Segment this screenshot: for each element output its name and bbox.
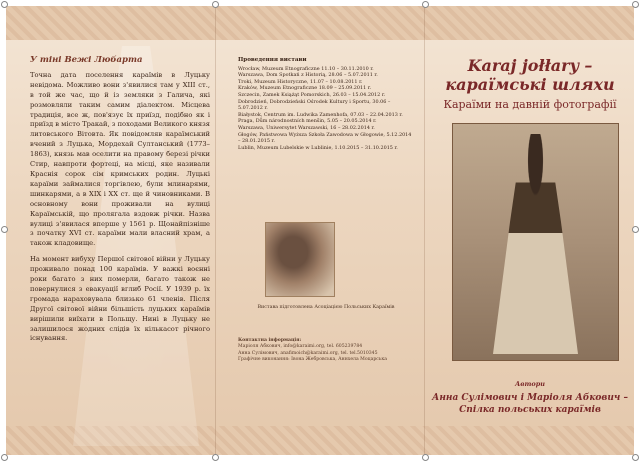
venue-item: Białystok, Centrum im. Ludwika Zamenhofa, 07.03 – 22.04.2013 r. [238, 111, 403, 118]
contact-heading: Контактна інформація: [238, 338, 302, 343]
history-heading: У тіні Вежі Любарта [30, 55, 143, 65]
venue-item: Praga, Dům národnostních menšin, 5.05 – 20.05.2014 r. [238, 118, 377, 125]
registration-mark-icon [1, 1, 8, 8]
contact-block [238, 338, 414, 363]
contact-line: Анна Сулімович, anafimoich@karaimi.org, tel. tel.5010345 [238, 350, 378, 356]
cover-portrait-photo [452, 123, 619, 361]
registration-mark-icon [212, 454, 219, 461]
cover-title-line-2: караїмські шляхи [445, 75, 615, 94]
venue-item: Szczecin, Zamek Książąt Pomorskich, 26.03 – 15.04.2012 r. [238, 91, 386, 98]
history-paragraph-1: Точна дата поселення караїмів в Луцьку невідома. Можливо вони з'явилися там у XIII ст., в той же час, що й із земляки з Галича, які розмовляли таким самим діалектом. Місцева традиція, все ж, пов'язує їх приїзд, подібно як і приїзд в місто Тракай, з походами Великого князя литовського Вітовта. Як повідомляв караїмський вчений з Луцька, Мордехай Султанський (1773–1863), князь мав оселити на правому березі річки Стир, навпроти фортеці, на місці, яке називали Краснія сорок сім кримських родин. Луцькі караїми займалися торгівлею, були млинарями, шинкарями, а в XIX і XX ст. ще й чиновниками. В основному вони проживали на вулиці Караїмській, що пролягала вздовж річки. Назва вулиці з'явилася вперше у 1561 р. Щонайпізніше з початку XVI ст. караїми мали власний храм, а також кладовище. [30, 70, 210, 248]
registration-mark-icon [1, 226, 8, 233]
venue-item: Kraków, Muzeum Etnograficzne 18.09 – 25.09.2011 r. [238, 85, 372, 92]
venue-item: Lublin, Muzeum Lubelskie w Lublinie, 1.10.2015 – 31.10.2015 r. [238, 144, 398, 151]
contact-line: Графічне виконання: Івона Жебровська, Аннхела Моцарська [238, 356, 387, 362]
venue-item: Głogów, Państwowa Wyższa Szkoła Zawodowa w Głogowie, 5.12.2014 – 28.01.2015 r. [238, 131, 412, 145]
authors-names: Анна Сулімович і Маріоля Абкович – [432, 393, 628, 403]
history-column [30, 56, 210, 350]
cover-subtitle: Караїми на давній фотографії [443, 98, 617, 111]
registration-mark-icon [632, 454, 639, 461]
registration-mark-icon [1, 454, 8, 461]
history-paragraph-2: На момент вибуху Першої світової війни у Луцьку проживало понад 100 караїмів. У важкі воєнні роки багато з них померли, багато також не повернулися з евакуації вглиб Росії. У 1939 р. їх громада нараховувала близько 61 членів. Після Другої світової війни більшість луцьких караїмів вирішили виїхати в Польщу. Нині в Луцьку не залишилося жодних слідів їх кількасот річного існування. [30, 255, 210, 343]
contact-line: Маріоля Абкович, info@karaimi.org, tel. 605239784 [238, 344, 363, 350]
registration-mark-icon [422, 454, 429, 461]
authors-block [430, 392, 630, 416]
registration-mark-icon [632, 1, 639, 8]
authors-organization: Спілка польських караїмів [459, 405, 601, 415]
fold-line-left [215, 6, 216, 455]
venue-item: Troki, Muzeum Historyczne, 11.07 – 10.08.2011 r. [238, 78, 363, 85]
registration-mark-icon [632, 226, 639, 233]
portrait-woman-figure [493, 134, 578, 354]
fold-line-right [424, 6, 425, 455]
photo-caption: Вистава підготовлена Асоціацією Польських Караїмів [257, 305, 395, 310]
registration-mark-icon [422, 1, 429, 8]
registration-mark-icon [212, 1, 219, 8]
venue-item: Wrocław, Muzeum Etnograficzne 11.10 – 30.11.2010 r. [238, 65, 374, 72]
exhibitions-column [238, 57, 414, 151]
ornament-band-top [6, 6, 634, 40]
cover-title [430, 56, 630, 94]
cover-title-line-1: Karaj jołłary – [467, 56, 593, 75]
venue-item: Warszawa, Uniwersytet Warszawski, 16 – 28.02.2014 r. [238, 124, 375, 131]
mother-child-photo [265, 222, 335, 297]
authors-heading: Автори [514, 380, 546, 388]
exhibitions-heading: Проведення вистави [238, 57, 307, 63]
venue-item: Warszawa, Dom Spotkań z Historią, 28.06 – 5.07.2011 r. [238, 72, 378, 79]
venue-item: Dobrodzień, Dobrodzieński Ośrodek Kultury i Sportu, 30.06 – 5.07.2012 r. [238, 98, 391, 112]
